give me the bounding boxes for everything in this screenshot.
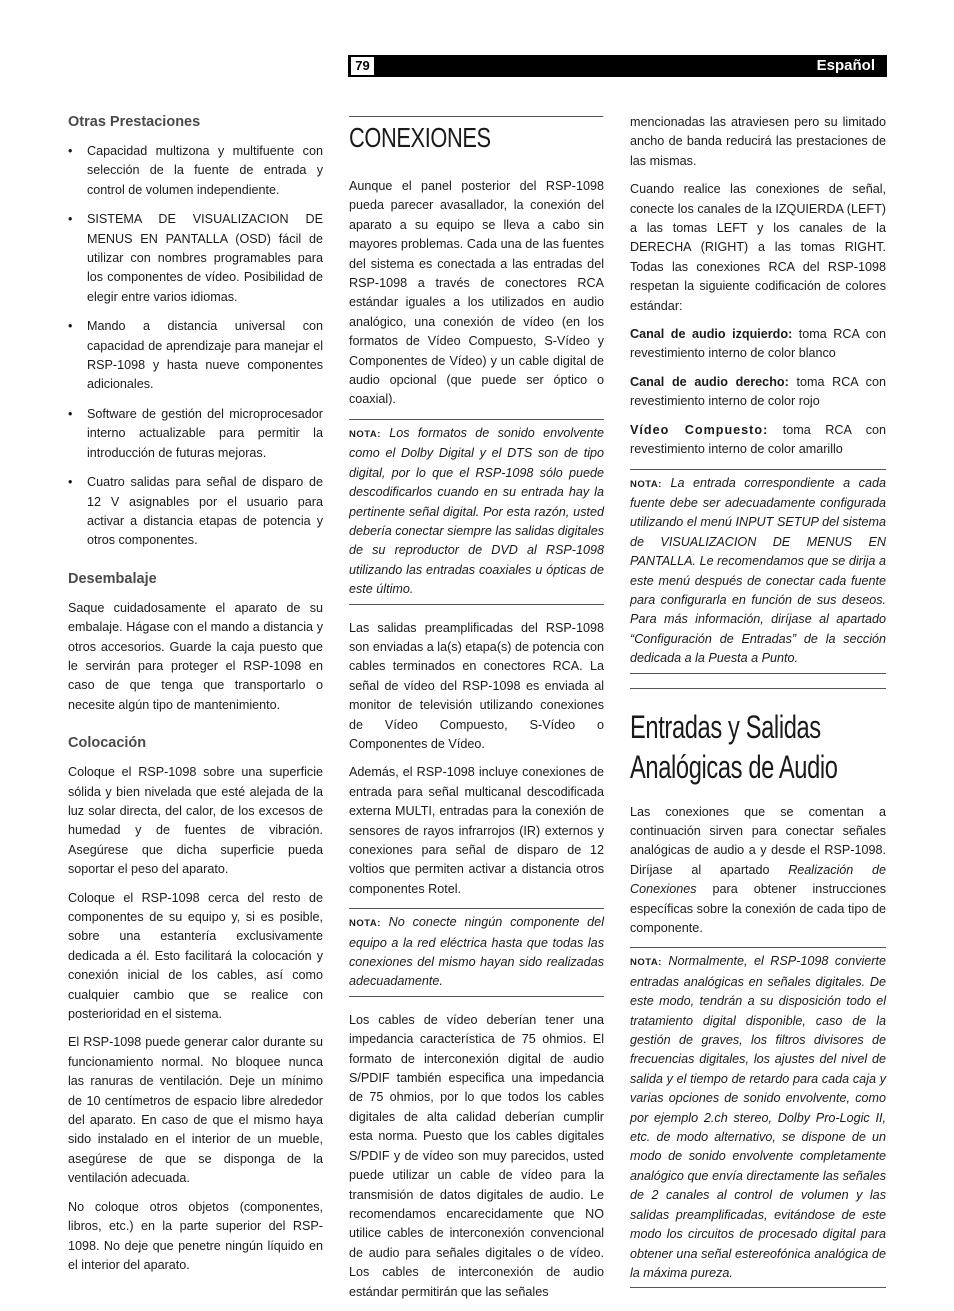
- color-code-video: [630, 421, 886, 460]
- page-number: 79: [351, 57, 374, 75]
- text: Las conexiones que se comentan a continuación sirven para conectar señales analógicas de audio a y desde el RSP-1098. Diríjase al apartado: [630, 804, 886, 877]
- heading-desembalaje: Desembalaje: [68, 570, 157, 587]
- emphasis: Realización de Conexiones: [630, 862, 886, 897]
- features-list: [68, 142, 323, 551]
- note-text: Los formatos de sonido envolvente como el Dolby Digital y el DTS son de tipo digital, por lo que el RSP-1098 sólo puede descodificarlos cuando en su entrada hay la pertinente señal digital. Por esta razón, usted debería conectar siempre las salidas digitales de su reproductor de DVD al RSP-1098 utilizando las entradas coaxiales u ópticas de este último.: [349, 425, 604, 597]
- text-video: toma RCA con revestimiento interno de color amarillo: [630, 422, 886, 457]
- paragraph: Coloque el RSP-1098 sobre una superficie sólida y bien nivelada que esté alejada de la luz solar directa, del calor, de los excesos de humedad y de fuentes de vibración. Asegúrese que dicha superficie pueda soportar el peso del aparato.: [68, 765, 323, 877]
- text: para obtener instrucciones específicas sobre la conexión de cada tipo de componente.: [630, 882, 886, 935]
- paragraph: Las salidas preamplificadas del RSP-1098 son enviadas a la(s) etapa(s) de potencia con cables terminados en conectores RCA. La señal de vídeo del RSP-1098 es enviada al monitor de televisión utilizando conexiones de Vídeo Compuesto, S-Vídeo o Componentes de Vídeo.: [349, 620, 604, 751]
- list-item: • Capacidad multizona y multifuente con selección de la fuente de entrada y control de volumen independiente.: [68, 142, 323, 200]
- note-text: Normalmente, el RSP-1098 convierte entradas analógicas en señales digitales. De este modo, tendrán a su disposición todo el tratamiento digital disponible, caso de la gestión de graves, los filtros divisores de frecuencias digitales, los ajustes del nivel de salida y el tiempo de retardo para cada caja y varias opciones de sonido envolvente, como por ejemplo 2.ch stereo, Dolby Pro-Logic II, etc. de modo alternativo, se dispone de un modo de sonido envolvente completamente analógico que envía directamente las señales de 2 canales al control de volumen y las salidas preamplificadas, evitándose de este modo los circuitos de procesado digital para obtener una señal estereofónica analógica de la máxima pureza.: [630, 954, 887, 1280]
- paragraph: Además, el RSP-1098 incluye conexiones de entrada para señal multicanal descodificada externa MULTI, entradas para la conexión de sensores de rayos infrarrojos (IR) externos y conexiones para señal de disparo de 12 voltios que permiten activar a distancia otros componentes Rotel.: [349, 765, 604, 896]
- section-title-entradas-salidas: [630, 688, 886, 787]
- title-line-1: Entradas y Salidas: [630, 708, 821, 745]
- label-right: Canal de audio derecho:: [630, 374, 789, 389]
- note-text: No conecte ningún componente del equipo a la red eléctrica hasta que todas las conexiones del mismo hayan sido realizadas adecuadamente.: [349, 915, 604, 989]
- note-label: NOTA:: [630, 478, 662, 490]
- column-1: [68, 112, 323, 1284]
- color-code-left: [630, 325, 886, 364]
- page-header: [348, 55, 887, 77]
- label-left: Canal de audio izquierdo:: [630, 327, 793, 342]
- column-2: [349, 116, 604, 1311]
- section-title-conexiones: CONEXIONES: [349, 116, 604, 155]
- note-text: La entrada correspondiente a cada fuente debe ser adecuadamente configurada utilizando el menú INPUT SETUP del sistema de VISUALIZACION DE MENUS EN PANTALLA. Le recomendamos que se dirija a este menú después de conectar cada fuente para configurarla en función de sus deseos. Para más información, diríjase al apartado “Configuración de Entradas” de la sección dedicada a la Puesta a Punto.: [630, 475, 886, 666]
- text-left: toma RCA con revestimiento interno de color blanco: [630, 327, 886, 361]
- text-right: toma RCA con revestimiento interno de color rojo: [630, 374, 886, 409]
- note-box: [630, 947, 886, 1288]
- note-label: NOTA:: [630, 957, 662, 969]
- title-line-2: Analógicas de Audio: [630, 748, 838, 785]
- note-box: [349, 908, 604, 997]
- note-label: NOTA:: [349, 428, 381, 440]
- paragraph: No coloque otros objetos (componentes, libros, etc.) en la parte superior del RSP-1098. No deje que penetre ningún líquido en el interior del aparato.: [68, 1199, 323, 1272]
- list-item: • Software de gestión del microprocesador interno actualizable para permitir la introducción de futuras mejoras.: [68, 405, 323, 463]
- paragraph: Los cables de vídeo deberían tener una impedancia característica de 75 ohmios. El formato de interconexión digital de audio S/PDIF también especifica una impedancia de 75 ohmios, por lo que todos los cables digitales de alta calidad deberían cumplir esta norma. Puesto que los cables digitales S/PDIF y de vídeo son muy parecidos, usted puede utilizar un cable de vídeo para la transmisión de datos digitales de audio. Le recomendamos encarecidamente que NO utilice cables de interconexión convencional de audio para señales digitales o de vídeo. Los cables de interconexión de audio estándar permitirán que las señales: [349, 1012, 604, 1299]
- paragraph: Cuando realice las conexiones de señal, conecte los canales de la IZQUIERDA (LEFT) a las tomas LEFT y los canales de la DERECHA (RIGHT) a las tomas RIGHT. Todas las conexiones RCA del RSP-1098 respetan la siguiente codificación de colores estándar:: [630, 182, 886, 313]
- paragraph: El RSP-1098 puede generar calor durante su funcionamiento normal. No bloquee nunca las ranuras de ventilación. Deje un mínimo de 10 centímetros de espacio libre alrededor del aparato. En caso de que el mismo haya sido instalado en el interior de un mueble, asegúrese de que se disponga de la ventilación adecuada.: [68, 1035, 323, 1186]
- paragraph: Aunque el panel posterior del RSP-1098 pueda parecer avasallador, la conexión del aparato a su equipo se lleva a cabo sin mayores problemas. Cada una de las fuentes del sistema es conectada a las entradas del RSP-1098 a través de conectores RCA estándar iguales a los utilizados en audio analógico, una conexión de vídeo (en los formatos de Vídeo Compuesto, S-Vídeo y Componentes de Vídeo) y un cable digital de audio opcional (que puede ser óptico o coaxial).: [349, 179, 604, 407]
- paragraph: Saque cuidadosamente el aparato de su embalaje. Hágase con el mando a distancia y otros accesorios. Guarde la caja puesto que le servirán para proteger el RSP-1098 en caso de que tenga que transportarlo o necesite algún tipo de mantenimiento.: [68, 600, 323, 712]
- language-label: Español: [816, 57, 875, 74]
- list-item: • SISTEMA DE VISUALIZACION DE MENUS EN PANTALLA (OSD) fácil de utilizar con nombres programables para los componentes de vídeo. Posibilidad de elegir entre varios idiomas.: [68, 210, 323, 307]
- note-box: [349, 419, 604, 605]
- color-code-right: [630, 373, 886, 412]
- heading-otras-prestaciones: Otras Prestaciones: [68, 114, 201, 130]
- paragraph: Coloque el RSP-1098 cerca del resto de componentes de su equipo y, si es posible, sobre una estantería exclusivamente dedicada a él. Esto facilitará la colocación y conexión inicial de los cables, así como cualquier cambio que se realice con posterioridad en el sistema.: [68, 890, 323, 1022]
- paragraph: mencionadas las atraviesen pero su limitado ancho de banda reducirá las prestaciones de las mismas.: [630, 115, 886, 168]
- column-3: [630, 113, 886, 1302]
- list-item: • Mando a distancia universal con capacidad de aprendizaje para manejar el RSP-1098 y hasta nueve componentes adicionales.: [68, 317, 323, 395]
- note-box: [630, 469, 886, 674]
- note-label: NOTA:: [349, 918, 381, 930]
- label-video: Vídeo Compuesto:: [630, 422, 769, 437]
- heading-colocacion: Colocación: [68, 735, 147, 752]
- paragraph: [630, 803, 886, 939]
- list-item: • Cuatro salidas para señal de disparo de 12 V asignables por el usuario para activar a distancia etapas de potencia y otros componentes.: [68, 473, 323, 551]
